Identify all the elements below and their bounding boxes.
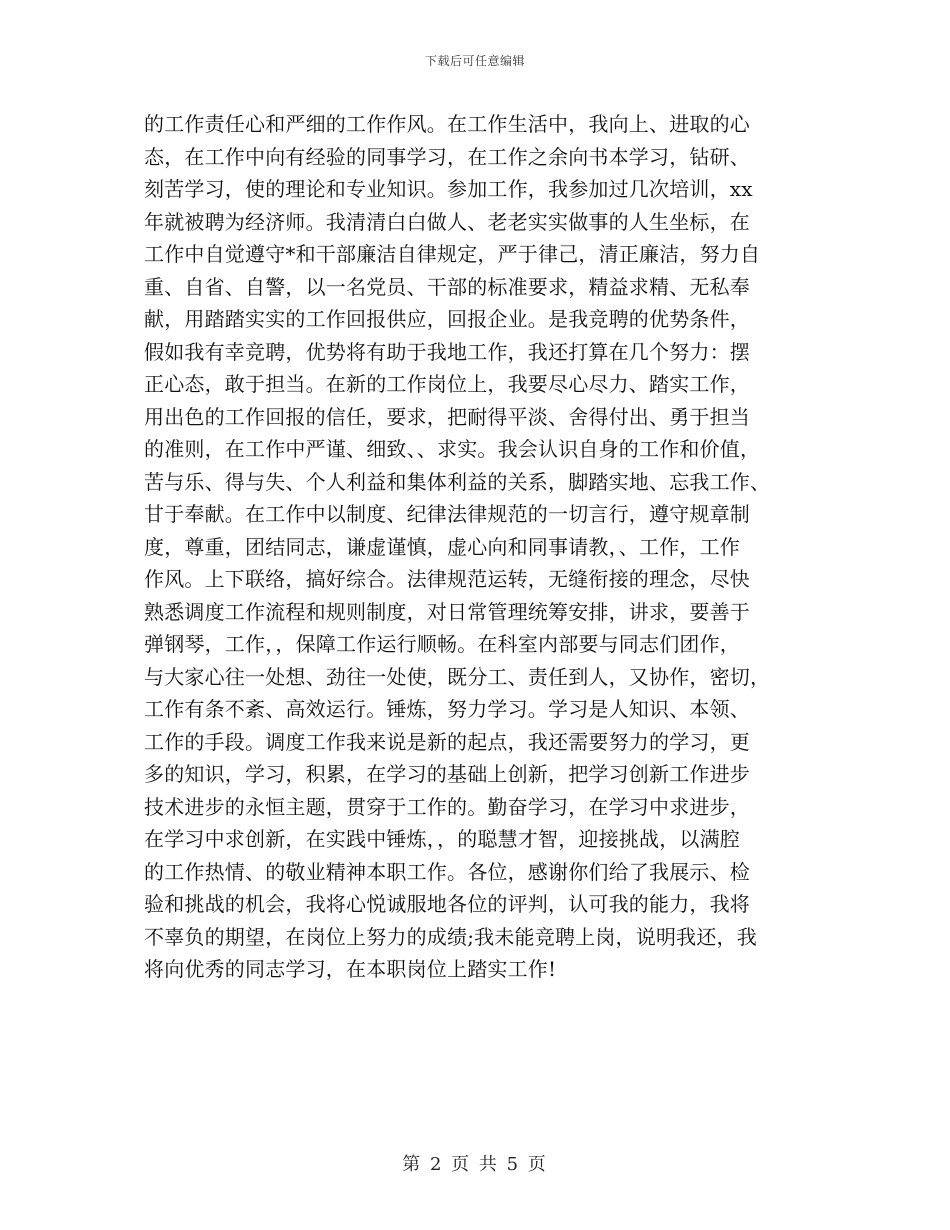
text-line: 验和挑战的机会，我将心悦诚服地各位的评判，认可我的能力，我将 — [144, 892, 750, 916]
body-text — [144, 108, 804, 986]
text-line: 假如我有幸竞聘，优势将有助于我地工作，我还打算在几个努力：摆 — [144, 339, 750, 364]
text-line: 作风。上下联络，搞好综合。法律规范运转，无缝衔接的理念，尽快 — [144, 567, 750, 591]
text-line: 正心态，敢于担当。在新的工作岗位上，我要尽心尽力、踏实工作， — [144, 372, 750, 396]
text-line: 工作中自觉遵守*和干部廉洁自律规定，严于律己，清正廉洁，努力自 — [144, 242, 761, 266]
text-line: 的工作责任心和严细的工作作风。在工作生活中，我向上、进取的心 — [144, 112, 750, 136]
text-line: 态，在工作中向有经验的同事学习，在工作之余向书本学习，钻研、 — [144, 144, 750, 169]
header-note: 下载后可任意编辑 — [424, 54, 525, 68]
text-line: 的工作热情、的敬业精神本职工作。各位，感谢你们给了我展示、检 — [144, 859, 750, 884]
text-line: 弹钢琴，工作，，保障工作运行顺畅。在科室内部要与同志们团作， — [144, 632, 740, 656]
text-line: 甘于奉献。在工作中以制度、纪律法律规范的一切言行，遵守规章制 — [144, 502, 750, 526]
text-line: 刻苦学习，使的理论和专业知识。参加工作，我参加过几次培训，xx — [144, 177, 753, 201]
text-line: 用出色的工作回报的信任，要求，把耐得平淡、舍得付出、勇于担当 — [144, 404, 750, 429]
text-line: 不辜负的期望，在岗位上努力的成绩;我未能竞聘上岗，说明我还，我 — [144, 924, 757, 949]
text-line: 的准则，在工作中严谨、细致、、求实。我会认识自身的工作和价值， — [144, 437, 761, 461]
text-line: 在学习中求创新，在实践中锤炼，，的聪慧才智，迎接挑战，以满腔 — [144, 827, 740, 851]
text-line: 献，用踏踏实实的工作回报供应，回报企业。是我竞聘的优势条件， — [144, 307, 750, 331]
text-line: 与大家心往一处想、劲往一处使，既分工、责任到人，又协作，密切， — [144, 664, 771, 689]
page-number-footer: 第 2 页 共 5 页 — [402, 1154, 548, 1175]
text-line: 工作的手段。调度工作我来说是新的起点，我还需要努力的学习，更 — [144, 729, 750, 754]
text-line: 工作有条不紊、高效运行。锤炼，努力学习。学习是人知识、本领、 — [144, 697, 750, 721]
text-line: 度，尊重，团结同志，谦虚谨慎，虚心向和同事请教，、工作，工作 — [144, 534, 740, 559]
text-line: 技术进步的永恒主题，贯穿于工作的。勤奋学习，在学习中求进步， — [144, 794, 750, 819]
text-line: 重、自省、自警，以一名党员、干部的标准要求，精益求精、无私奉 — [144, 274, 750, 299]
text-line: 多的知识，学习，积累，在学习的基础上创新，把学习创新工作进步 — [144, 762, 750, 786]
text-line: 熟悉调度工作流程和规则制度，对日常管理统筹安排，讲求，要善于 — [144, 599, 750, 624]
text-line: 苦与乐、得与失、个人利益和集体利益的关系，脚踏实地、忘我工作、 — [144, 469, 771, 494]
text-line: 将向优秀的同志学习，在本职岗位上踏实工作! — [144, 957, 557, 981]
text-line: 年就被聘为经济师。我清清白白做人、老老实实做事的人生坐标，在 — [144, 209, 750, 234]
